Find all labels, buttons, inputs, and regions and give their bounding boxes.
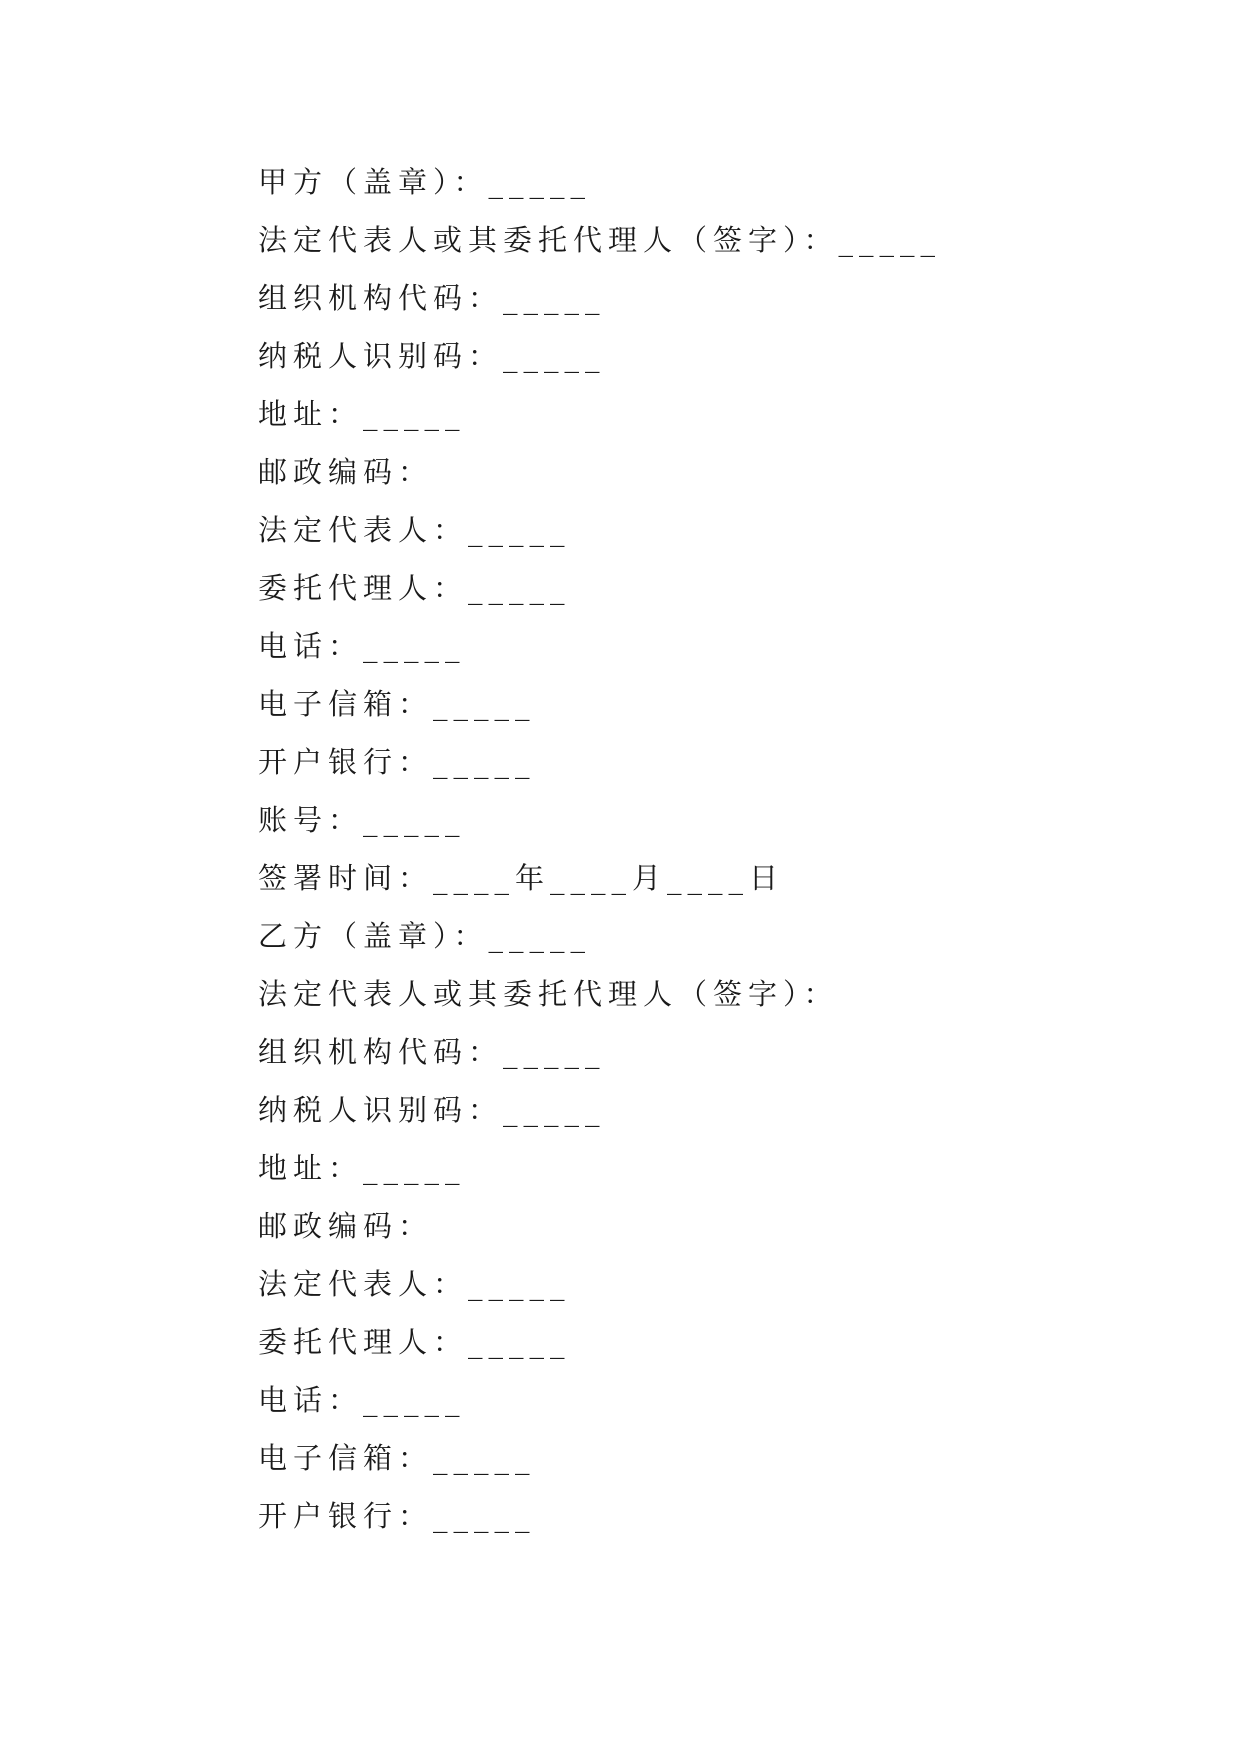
party-b-organization-code: 组织机构代码：_____ [258,1035,606,1069]
party-a-address: 地址：_____ [258,397,466,431]
party-a-representative-signature: 法定代表人或其委托代理人（签字）：_____ [258,223,942,257]
party-b-representative-signature: 法定代表人或其委托代理人（签字）： [258,977,839,1011]
party-a-seal: 甲方（盖章）：_____ [258,165,592,199]
party-a-signing-date: 签署时间：____年____月____日 [258,861,785,895]
party-b-postal-code: 邮政编码： [258,1209,434,1243]
party-b-taxpayer-id: 纳税人识别码：_____ [258,1093,606,1127]
party-a-email: 电子信箱：_____ [258,687,536,721]
party-b-address: 地址：_____ [258,1151,466,1185]
party-a-taxpayer-id: 纳税人识别码：_____ [258,339,606,373]
party-b-legal-representative: 法定代表人：_____ [258,1267,571,1301]
party-a-organization-code: 组织机构代码：_____ [258,281,606,315]
signature-block [258,160,941,1552]
party-b-bank: 开户银行：_____ [258,1499,536,1533]
party-a-postal-code: 邮政编码： [258,455,434,489]
party-a-bank: 开户银行：_____ [258,745,536,779]
party-a-phone: 电话：_____ [258,629,466,663]
party-a-authorized-agent: 委托代理人：_____ [258,571,571,605]
party-a-legal-representative: 法定代表人：_____ [258,513,571,547]
party-b-phone: 电话：_____ [258,1383,466,1417]
party-b-seal: 乙方（盖章）：_____ [258,919,592,953]
party-a-account: 账号：_____ [258,803,466,837]
party-b-email: 电子信箱：_____ [258,1441,536,1475]
party-b-authorized-agent: 委托代理人：_____ [258,1325,571,1359]
